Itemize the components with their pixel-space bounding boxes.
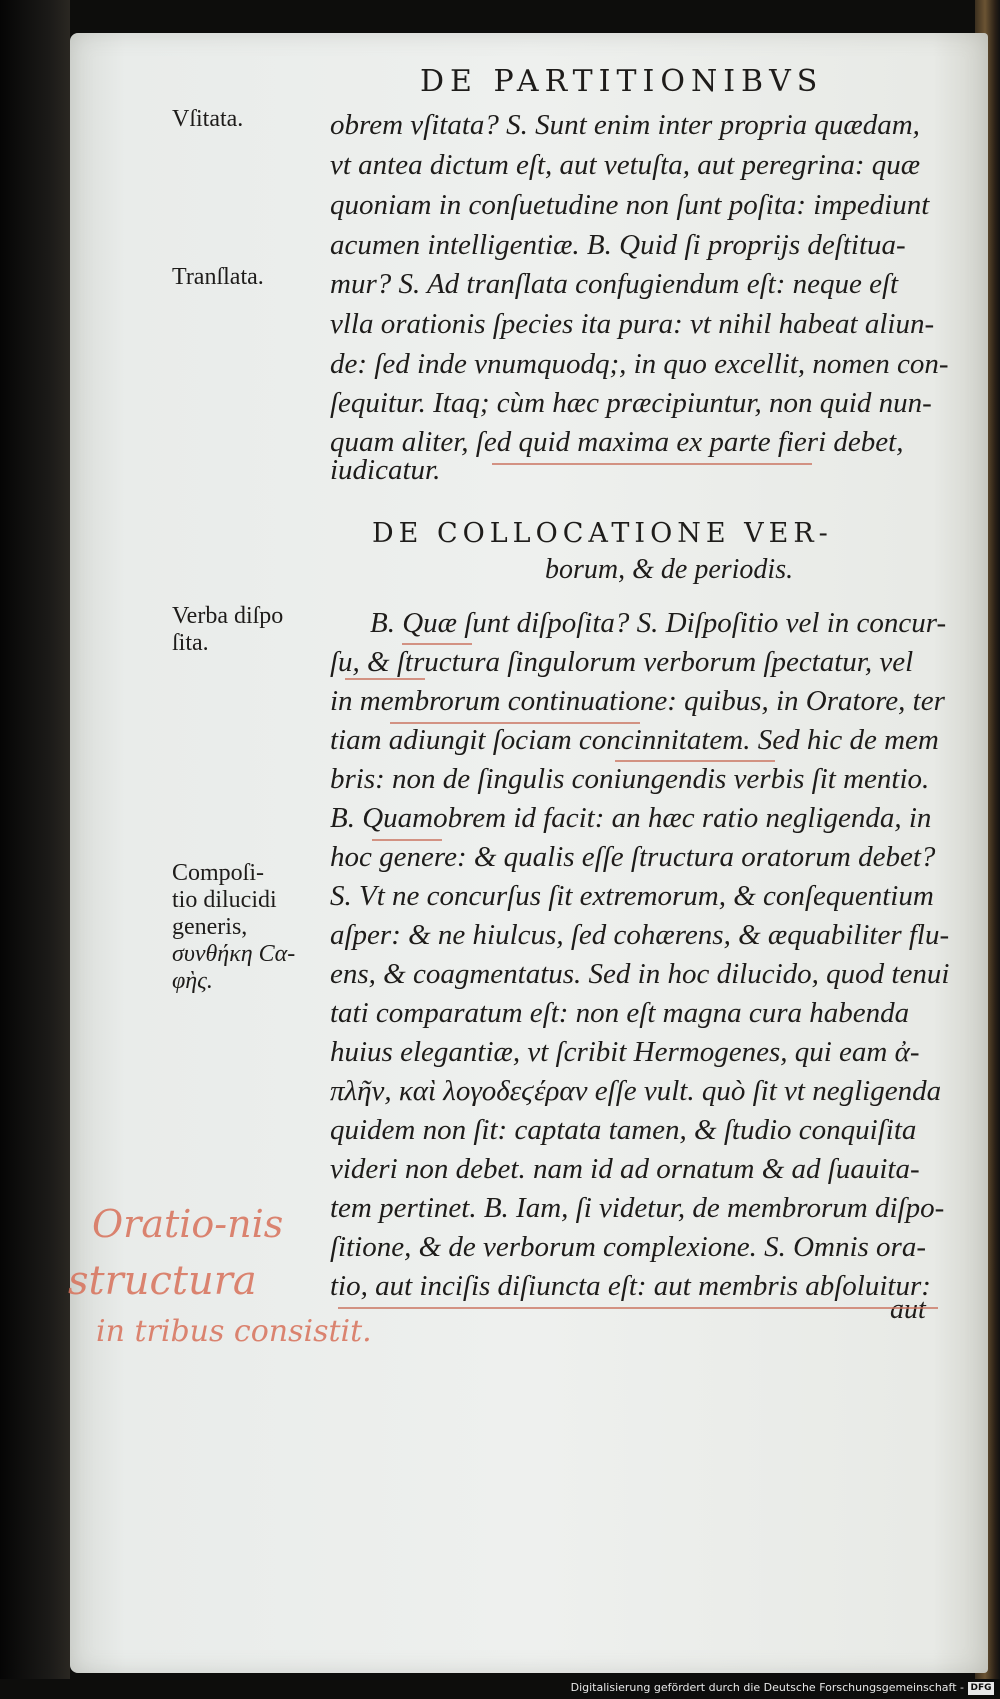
section-subtitle: borum, & de periodis.: [545, 554, 794, 585]
footer-credit: Digitalisierung gefördert durch die Deutsche Forschungsgemeinschaft -: [570, 1681, 964, 1694]
text-line: B. Quamobrem id facit: an hæc ratio negligenda, in: [330, 802, 932, 834]
margin-note-translata: Tranſlata.: [172, 264, 264, 290]
underline-mark: [390, 722, 640, 724]
text-line: in membrorum continuatione: quibus, in Oratore, ter: [330, 685, 945, 717]
text-line: quoniam in conſuetudine non ſunt poſita: impediunt: [330, 189, 930, 221]
text-line: tati comparatum eſt: non eſt magna cura habenda: [330, 997, 910, 1029]
text-line: huius elegantiæ, vt ſcribit Hermogenes, qui eam ἀ-: [330, 1036, 920, 1068]
text-line: videri non debet. nam id ad ornatum & ad ſuauita-: [330, 1153, 920, 1185]
text-line: ſequitur. Itaq; cùm hæc præcipiuntur, non quid nun-: [330, 387, 932, 419]
text-line: tiam adiungit ſociam concinnitatem. Sed hic de mem: [330, 724, 939, 756]
underline-mark: [402, 643, 472, 645]
text-line: quam aliter, ſed quid maxima ex parte fieri debet,: [330, 426, 904, 458]
text-line: hoc genere: & qualis eſſe ſtructura oratorum debet?: [330, 841, 936, 873]
margin-note-verba-disposita: Verba diſpo ſita.: [172, 603, 284, 656]
running-head: DE PARTITIONIBVS: [420, 64, 824, 99]
margin-note-compositio: Compoſi- tio dilucidi generis, συνθήκη Ϲα- φὴς.: [172, 860, 296, 994]
text-line: quidem non ſit: captata tamen, & ſtudio conquiſita: [330, 1114, 917, 1146]
text-line: bris: non de ſingulis coniungendis verbis ſit mentio.: [330, 763, 930, 795]
text-line: ſu, & ſtructura ſingulorum verborum ſpectatur, vel: [330, 646, 914, 678]
text-line: aſper: & ne hiulcus, ſed cohærens, & æquabiliter flu-: [330, 919, 950, 951]
handwritten-note: structura: [68, 1258, 257, 1304]
book-spine: [0, 0, 70, 1699]
text-line: ſitione, & de verborum complexione. S. Omnis ora-: [330, 1231, 927, 1263]
text-line: tem pertinet. B. Iam, ſi videtur, de membrorum diſpo-: [330, 1192, 945, 1224]
text-line: S. Vt ne concurſus ſit extremorum, & conſequentium: [330, 880, 934, 912]
text-line: B. Quæ ſunt diſpoſita? S. Diſpoſitio vel in concur-: [370, 607, 947, 639]
underline-mark: [372, 839, 442, 841]
margin-note-usitata: Vſitata.: [172, 106, 244, 132]
handwritten-note: Oratio-nis: [92, 1202, 284, 1246]
text-line: obrem vſitata? S. Sunt enim inter propria quædam,: [330, 109, 920, 141]
section-title: DE COLLOCATIONE VER-: [372, 518, 833, 549]
text-line: πλῆν, καὶ λογοδεϛέραν eſſe vult. quò ſit vt negligenda: [330, 1075, 942, 1107]
text-line: de: ſed inde vnumquodq;, in quo excellit, nomen con-: [330, 348, 949, 380]
dfg-logo-icon: DFG: [968, 1682, 994, 1695]
underline-mark: [615, 760, 775, 762]
text-line: tio, aut inciſis diſiuncta eſt: aut membris abſoluitur:: [330, 1270, 931, 1302]
handwritten-note: in tribus consistit.: [96, 1314, 372, 1349]
underline-mark: [338, 1307, 938, 1309]
text-line: mur? S. Ad tranſlata confugiendum eſt: neque eſt: [330, 268, 899, 300]
underline-mark: [492, 463, 812, 465]
catchword: aut: [890, 1294, 926, 1325]
text-line: ens, & coagmentatus. Sed in hoc dilucido, quod tenui: [330, 958, 950, 990]
text-line: vt antea dictum eſt, aut vetuſta, aut peregrina: quæ: [330, 149, 921, 181]
underline-mark: [345, 678, 425, 680]
text-line: acumen intelligentiæ. B. Quid ſi proprijs deſtitua-: [330, 229, 906, 261]
text-line: iudicatur.: [330, 454, 441, 486]
text-line: vlla orationis ſpecies ita pura: vt nihil habeat aliun-: [330, 308, 935, 340]
